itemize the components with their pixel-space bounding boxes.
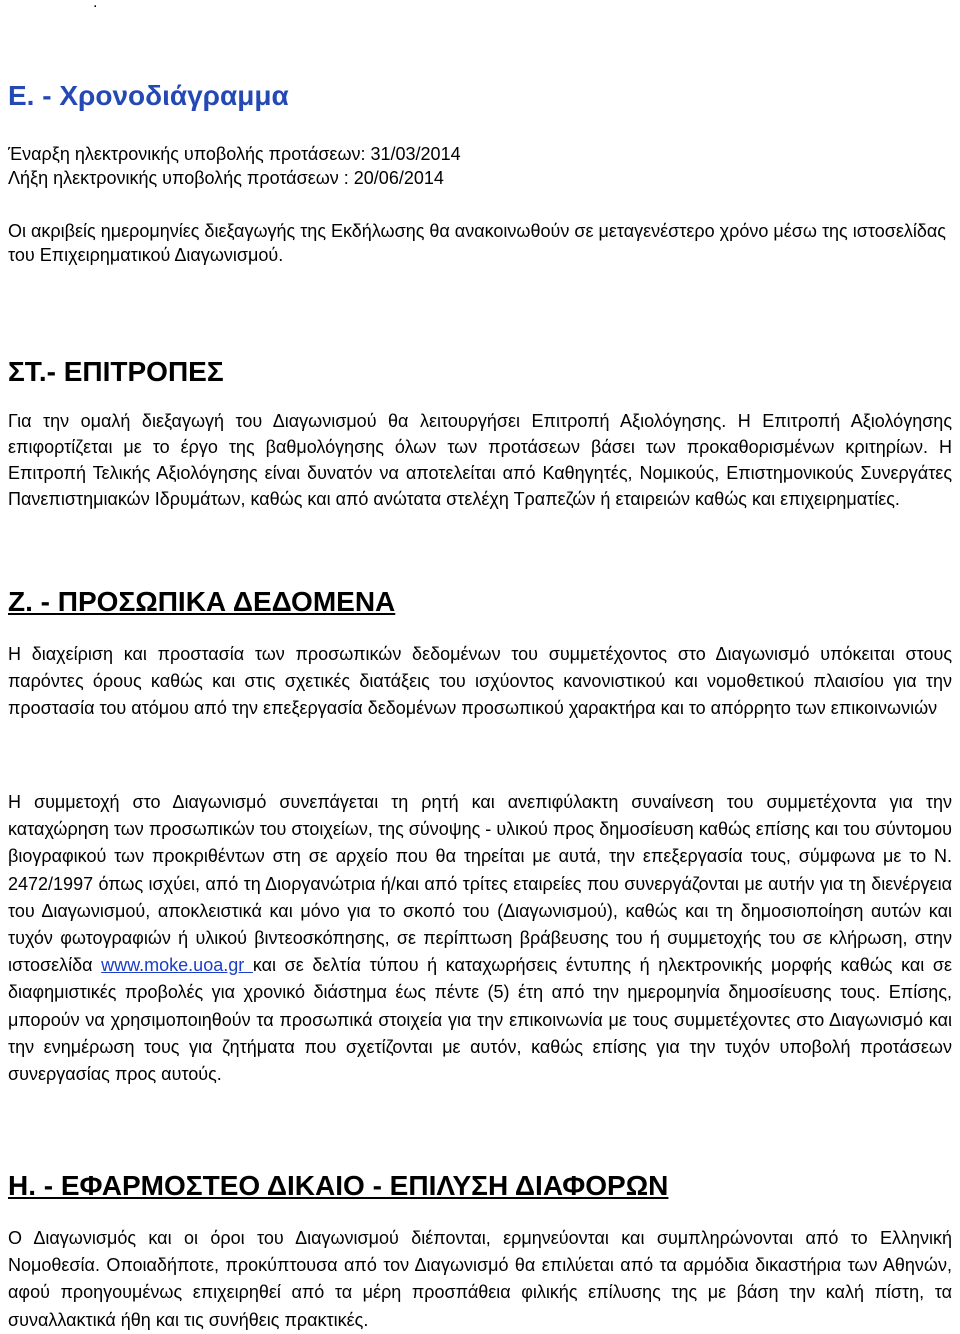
applicable-law-body (8, 1225, 952, 1334)
section-z-title: Ζ. - ΠΡΟΣΩΠΙΚΑ ΔΕΔΟΜΕΝΑ (8, 586, 396, 617)
submission-end: Λήξη ηλεκτρονικής υποβολής προτάσεων : 20/06/2014 (8, 168, 444, 188)
section-applicable-law (8, 1170, 952, 1202)
applicable-law-paragraph: Ο Διαγωνισμός και οι όροι του Διαγωνισμού διέπονται, ερμηνεύονται και συμπληρώνονται από το Ελληνική Νομοθεσία. Οποιαδήποτε, προκύπτουσα από τον Διαγωνισμό θα επιλύεται από τα αρμόδια δικαστήρια των Αθηνών, αφού προηγουμένως επιχειρηθεί από τα μέρη προσπάθεια φιλικής επίλυσης της με βάση την καλή πίστη, τα συναλλακτικά ήθη και τις συνήθεις πρακτικές. (8, 1228, 952, 1330)
website-link[interactable]: www.moke.uoa.gr (101, 955, 253, 976)
committees-paragraph: Για την ομαλή διεξαγωγή του Διαγωνισμού θα λειτουργήσει Επιτροπή Αξιολόγησης. Η Επιτροπή Αξιολόγησης επιφορτίζεται με το έργο της βαθμολόγησης όλων των προτάσεων βάσει των προκαθορισμένων κριτηρίων. Η Επιτροπή Τελικής Αξιολόγησης είναι δυνατόν να αποτελείται από Καθηγητές, Νομικούς, Επιστημονικούς Συνεργάτες Πανεπιστημιακών Ιδρυμάτων, καθώς και από ανώτατα στελέχη Τραπεζών ή εταιρειών καθώς και επιχειρηματίες. (8, 411, 952, 509)
personal-data-body-2 (8, 789, 952, 1088)
section-e-title: Ε. - Χρονοδιάγραμμα (8, 80, 289, 111)
section-personal-data (8, 586, 952, 618)
paragraph-2-after-link: και σε δελτία τύπου ή καταχωρήσεις έντυπης ή ηλεκτρονικής μορφής καθώς και σε διαφημιστικές προβολές για χρονικό διάστημα έως πέντε (5) έτη από την ημερομηνία δημοσίευσης τους. Επίσης, μπορούν να χρησιμοποιηθούν τα προσωπικά στοιχεία για την επικοινωνία με τους συμμετέχοντες στο Διαγωνισμό και την ενημέρωση τους για ζητήματα που σχετίζονται με αυτόν, καθώς επίσης για την τυχόν υποβολή προτάσεων συνεργασίας προς αυτούς. (8, 955, 953, 1085)
personal-data-paragraph-1: Η διαχείριση και προστασία των προσωπικών δεδομένων του συμμετέχοντος στο Διαγωνισμό υπόκειται στους παρόντες όρους καθώς και στις σχετικές διατάξεις του ισχύοντος κανονιστικού και νομοθετικού πλαισίου για την προστασία του ατόμου από την επεξεργασία δεδομένων προσωπικού χαρακτήρα και το απόρρητο των επικοινωνιών (8, 644, 952, 719)
personal-data-paragraph-2 (8, 789, 952, 1088)
section-schedule (8, 80, 952, 112)
section-committees (8, 356, 952, 388)
paragraph-2-before-link: Η συμμετοχή στο Διαγωνισμό συνεπάγεται τη ρητή και ανεπιφύλακτη συναίνεση του συμμετέχοντα για την καταχώρηση των προσωπικών του στοιχείων, της σύνοψης - υλικού προς δημοσίευση καθώς επίσης και του σύντομου βιογραφικού των προκριθέντων στη σε αρχείο που θα τηρείται με αυτά, την επεξεργασία τους, σύμφωνα με το Ν. 2472/1997 όπως ισχύει, από τη Διοργανώτρια ή/και από τρίτες εταιρείες που συνεργάζονται με αυτήν για τη διενέργεια του Διαγωνισμού, αποκλειστικά και μόνο για το σκοπό του (Διαγωνισμού), καθώς και τη δημοσιοποίηση αυτών και τυχόν φωτογραφιών ή υλικού βιντεοσκόπησης, σε περίπτωση βράβευσης του ή συμμετοχής του σε κλήρωση, στην ιστοσελίδα (8, 792, 952, 976)
schedule-dates (8, 142, 952, 190)
section-st-title: ΣΤ.- ΕΠΙΤΡΟΠΕΣ (8, 356, 224, 387)
committees-body (8, 408, 952, 512)
schedule-paragraph: Οι ακριβείς ημερομηνίες διεξαγωγής της Εκδήλωσης θα ανακοινωθούν σε μεταγενέστερο χρόνο μέσω της ιστοσελίδας του Επιχειρηματικού Διαγωνισμού. (8, 221, 946, 265)
schedule-note (8, 219, 952, 267)
personal-data-body-1 (8, 641, 952, 723)
submission-start: Έναρξη ηλεκτρονικής υποβολής προτάσεων: 31/03/2014 (8, 144, 461, 164)
top-mark: . (93, 0, 98, 11)
section-h-title: Η. - ΕΦΑΡΜΟΣΤΕΟ ΔΙΚΑΙΟ - ΕΠΙΛΥΣΗ ΔΙΑΦΟΡΩΝ (8, 1170, 669, 1201)
